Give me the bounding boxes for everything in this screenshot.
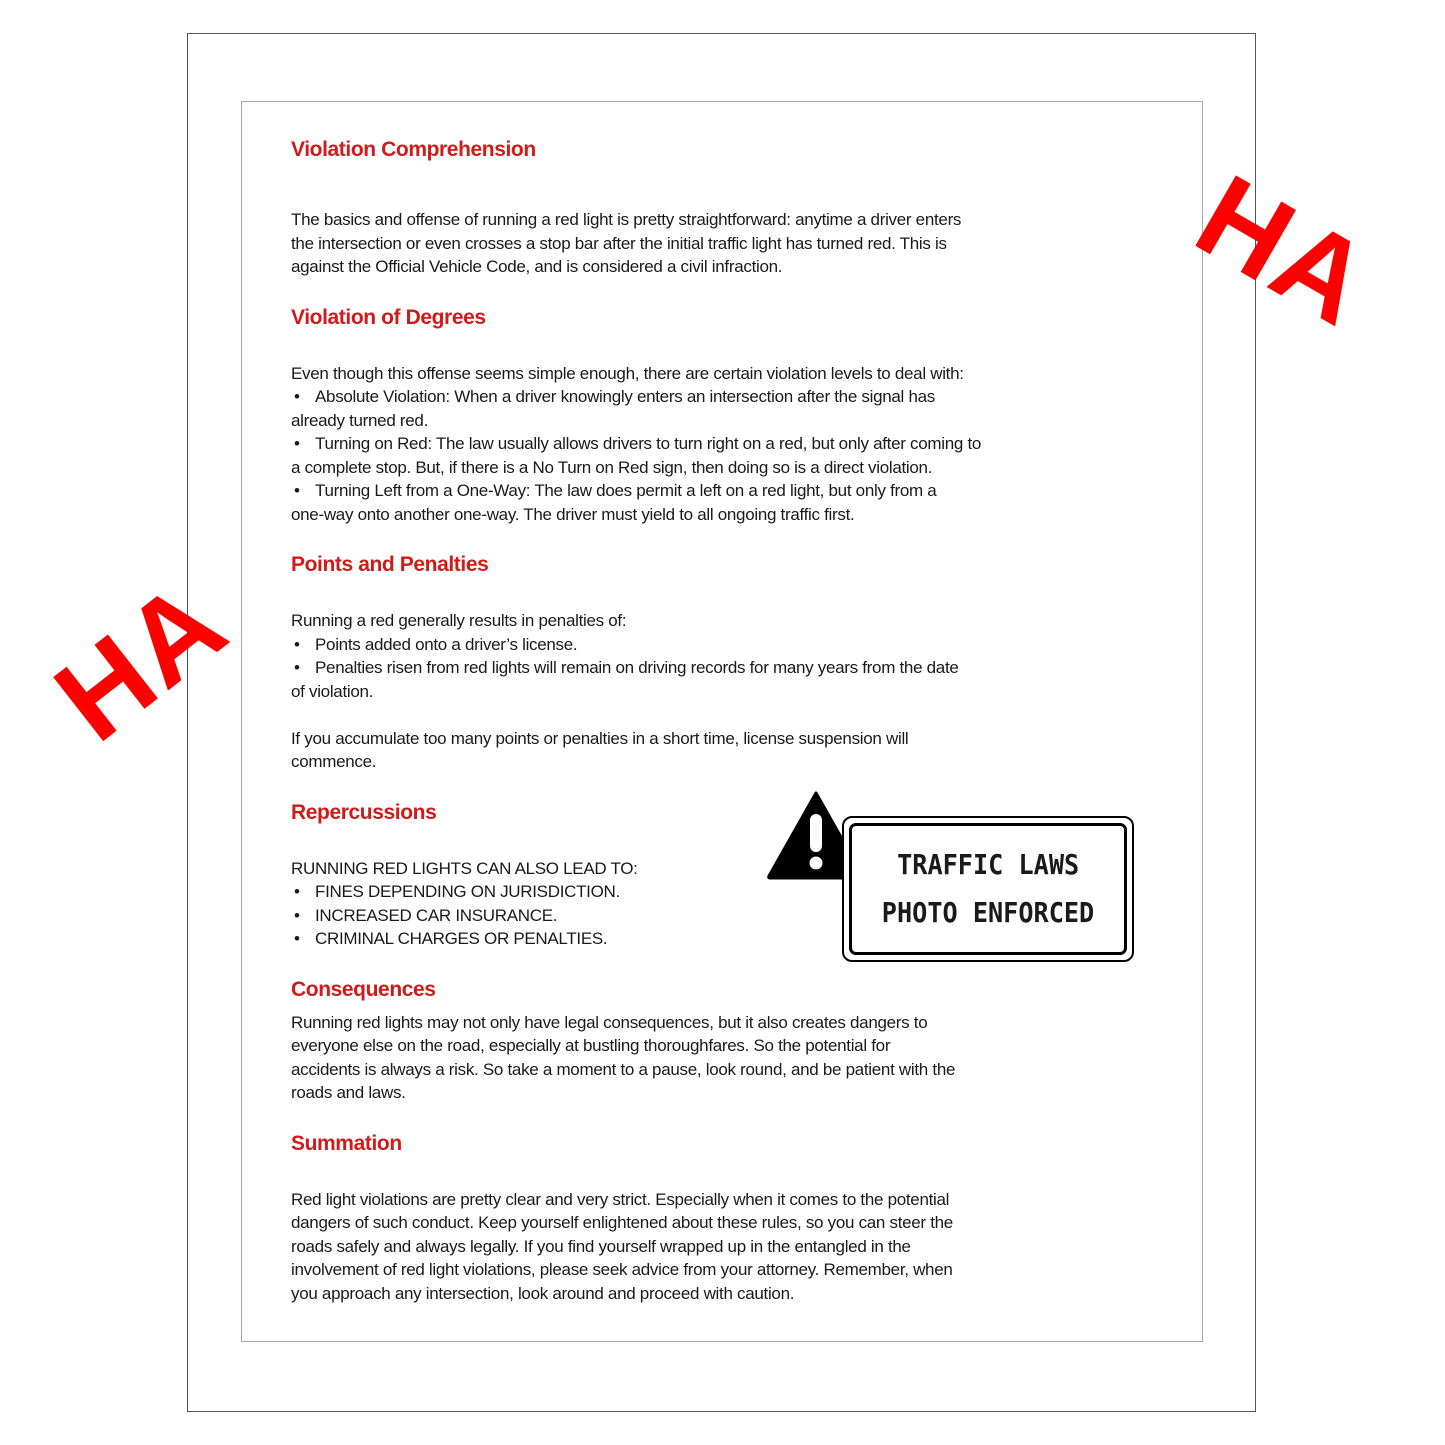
bullet-marker: •: [294, 481, 300, 500]
bullet-marker: •: [294, 882, 300, 901]
text-line: Running red lights may not only have legal consequences, but it also creates dangers to: [291, 1012, 928, 1032]
heading-consequences: Consequences: [291, 977, 436, 1001]
list-item: Penalties risen from red lights will remain on driving records for many years from the date: [315, 658, 959, 677]
heading-repercussions: Repercussions: [291, 800, 437, 824]
bullet-marker: •: [294, 658, 300, 677]
list-item: Turning Left from a One-Way: The law does permit a left on a red light, but only from a: [315, 481, 937, 500]
list-item: CRIMINAL CHARGES OR PENALTIES.: [315, 929, 608, 948]
text-line: against the Official Vehicle Code, and is considered a civil infraction.: [291, 257, 783, 276]
bullet-marker: •: [294, 905, 300, 925]
text-line: If you accumulate too many points or penalties in a short time, license suspension will: [291, 728, 909, 748]
bullet-marker: •: [294, 387, 300, 406]
traffic-sign-graphic: [766, 790, 1138, 965]
list-item: FINES DEPENDING ON JURISDICTION.: [315, 882, 620, 901]
bullet-marker: •: [294, 634, 300, 654]
text-line: dangers of such conduct. Keep yourself enlightened about these rules, so you can steer the: [291, 1213, 953, 1232]
text-line: The basics and offense of running a red light is pretty straightforward: anytime a driver enters: [291, 210, 962, 229]
text-line: Running a red generally results in penalties of:: [291, 611, 627, 630]
bullet-marker: •: [294, 929, 300, 948]
text-line: of violation.: [291, 681, 374, 701]
sign-inner-border: [849, 823, 1127, 955]
bullet-marker: •: [294, 434, 300, 453]
watermark-ha-right: HA: [1175, 149, 1393, 352]
text-line: RUNNING RED LIGHTS CAN ALSO LEAD TO:: [291, 858, 638, 878]
heading-summation: Summation: [291, 1131, 402, 1155]
heading-violation-of-degrees: Violation of Degrees: [291, 305, 486, 329]
sign-line-2: PHOTO ENFORCED: [881, 896, 1095, 929]
text-line: you approach any intersection, look around and proceed with caution.: [291, 1283, 795, 1303]
text-line: everyone else on the road, especially at bustling thoroughfares. So the potential for: [291, 1036, 891, 1055]
paragraph-consequences: [291, 1011, 1031, 1105]
paragraph-violation-comprehension: [291, 208, 1031, 279]
paragraph-violation-of-degrees: [291, 362, 1031, 527]
sign-line-1: TRAFFIC LAWS: [896, 848, 1080, 881]
photo-enforced-sign: [842, 816, 1134, 962]
text-line: a complete stop. But, if there is a No Turn on Red sign, then doing so is a direct violation.: [291, 457, 933, 477]
heading-points-and-penalties: Points and Penalties: [291, 553, 489, 576]
text-line: Even though this offense seems simple enough, there are certain violation levels to deal with:: [291, 363, 964, 383]
list-item: INCREASED CAR INSURANCE.: [315, 905, 558, 925]
list-item: Turning on Red: The law usually allows drivers to turn right on a red, but only after coming to: [315, 434, 982, 453]
text-line: the intersection or even crosses a stop bar after the initial traffic light has turned red. This is: [291, 233, 947, 253]
text-line: accidents is always a risk. So take a moment to a pause, look round, and be patient with the: [291, 1059, 956, 1079]
paragraph-suspension-note: [291, 727, 1031, 774]
text-line: already turned red.: [291, 410, 428, 430]
paragraph-points-and-penalties: [291, 609, 1031, 703]
paragraph-summation: [291, 1188, 1031, 1306]
text-line: Red light violations are pretty clear and very strict. Especially when it comes to the potential: [291, 1189, 950, 1209]
list-item: Points added onto a driver’s license.: [315, 634, 578, 654]
watermark-ha-left: HA: [31, 555, 251, 767]
text-line: involvement of red light violations, please seek advice from your attorney. Remember, when: [291, 1260, 953, 1279]
text-line: roads safely and always legally. If you find yourself wrapped up in the entangled in the: [291, 1236, 911, 1256]
text-line: roads and laws.: [291, 1083, 406, 1102]
document-content: [291, 136, 1031, 1305]
heading-violation-comprehension: Violation Comprehension: [291, 138, 536, 161]
text-line: commence.: [291, 752, 377, 771]
text-line: one-way onto another one-way. The driver must yield to all ongoing traffic first.: [291, 504, 855, 524]
list-item: Absolute Violation: When a driver knowingly enters an intersection after the signal has: [315, 387, 935, 406]
